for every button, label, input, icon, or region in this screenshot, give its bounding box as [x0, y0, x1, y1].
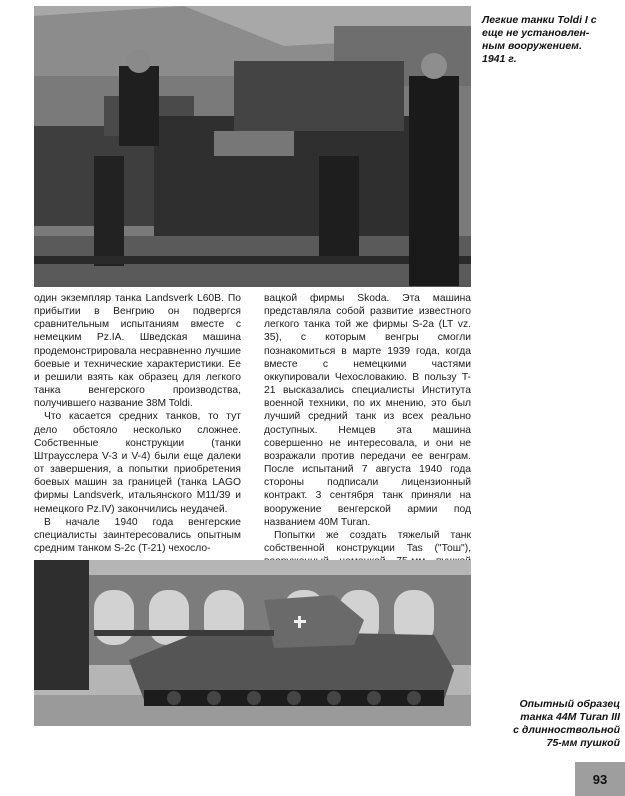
page-number-text: 93 [592, 771, 608, 787]
photo-toldi-tanks [34, 6, 471, 287]
text-column-left [34, 292, 241, 555]
text-column-right [264, 292, 471, 581]
photo-toldi-tanks-image [34, 6, 471, 287]
paragraph: один экземпляр танка Landsverk L60B. По прибытии в Венгрию он подвергся сравнительным испытаниям вместе с немецким Pz.IA. Шведская машина продемонстрировала несравненно лучшие боевые и технические характеристики. Ее и решили взять как образец для легкого танка венгерского производства, получившего название 38M Toldi. [34, 293, 241, 410]
caption-bottom: Опытный образец танка 44M Turan III с длинноствольной 75-мм пушкой [513, 698, 620, 749]
paragraph: Попытки же создать тяжелый танк собственной конструкции Tas ("Тош"), [264, 529, 471, 554]
caption-top: Легкие танки Toldi I с еще не установлен- ным вооружением. 1941 г. [482, 14, 597, 65]
photo-turan-iii [34, 560, 471, 726]
page-number [575, 762, 625, 796]
paragraph: вацкой фирмы Skoda. Эта машина представляла собой развитие известного легкого танка той же фирмы S-2a (LT vz. 35), с которым венгры смогли познакомиться в марте 1939 года, когда вместе с немецкими частями оккупировали Чехословакию. В пользу T-21 высказались специалисты Института военной техники, по их мнению, это был лучший средний танк из всех реально доступных. Немцев эта машина совершенно не интересовала, и они не возражали против передачи ее венграм. После испытаний 7 августа 1940 года стороны подписали лицензионный контракт. 3 сентября танк приняли на вооружение венгерской армии под названием 40M Turan. [264, 293, 471, 528]
paragraph: Что касается средних танков, то тут дело обстояло несколько сложнее. Собственные конструкции (танки Штраусслера V-3 и V-4) были еще далеки от завершения, а попытки приобретения боевых машин за границей (танка LAGO фирмы Landsverk, итальянского M11/39 и немецкого Pz.IV) закончились неудачей. [34, 411, 241, 515]
photo-turan-iii-image [34, 560, 471, 726]
paragraph: В начале 1940 года венгерские специалисты заинтересовались опытным средним танком S-2c (T-21) чехосло- [34, 516, 241, 554]
